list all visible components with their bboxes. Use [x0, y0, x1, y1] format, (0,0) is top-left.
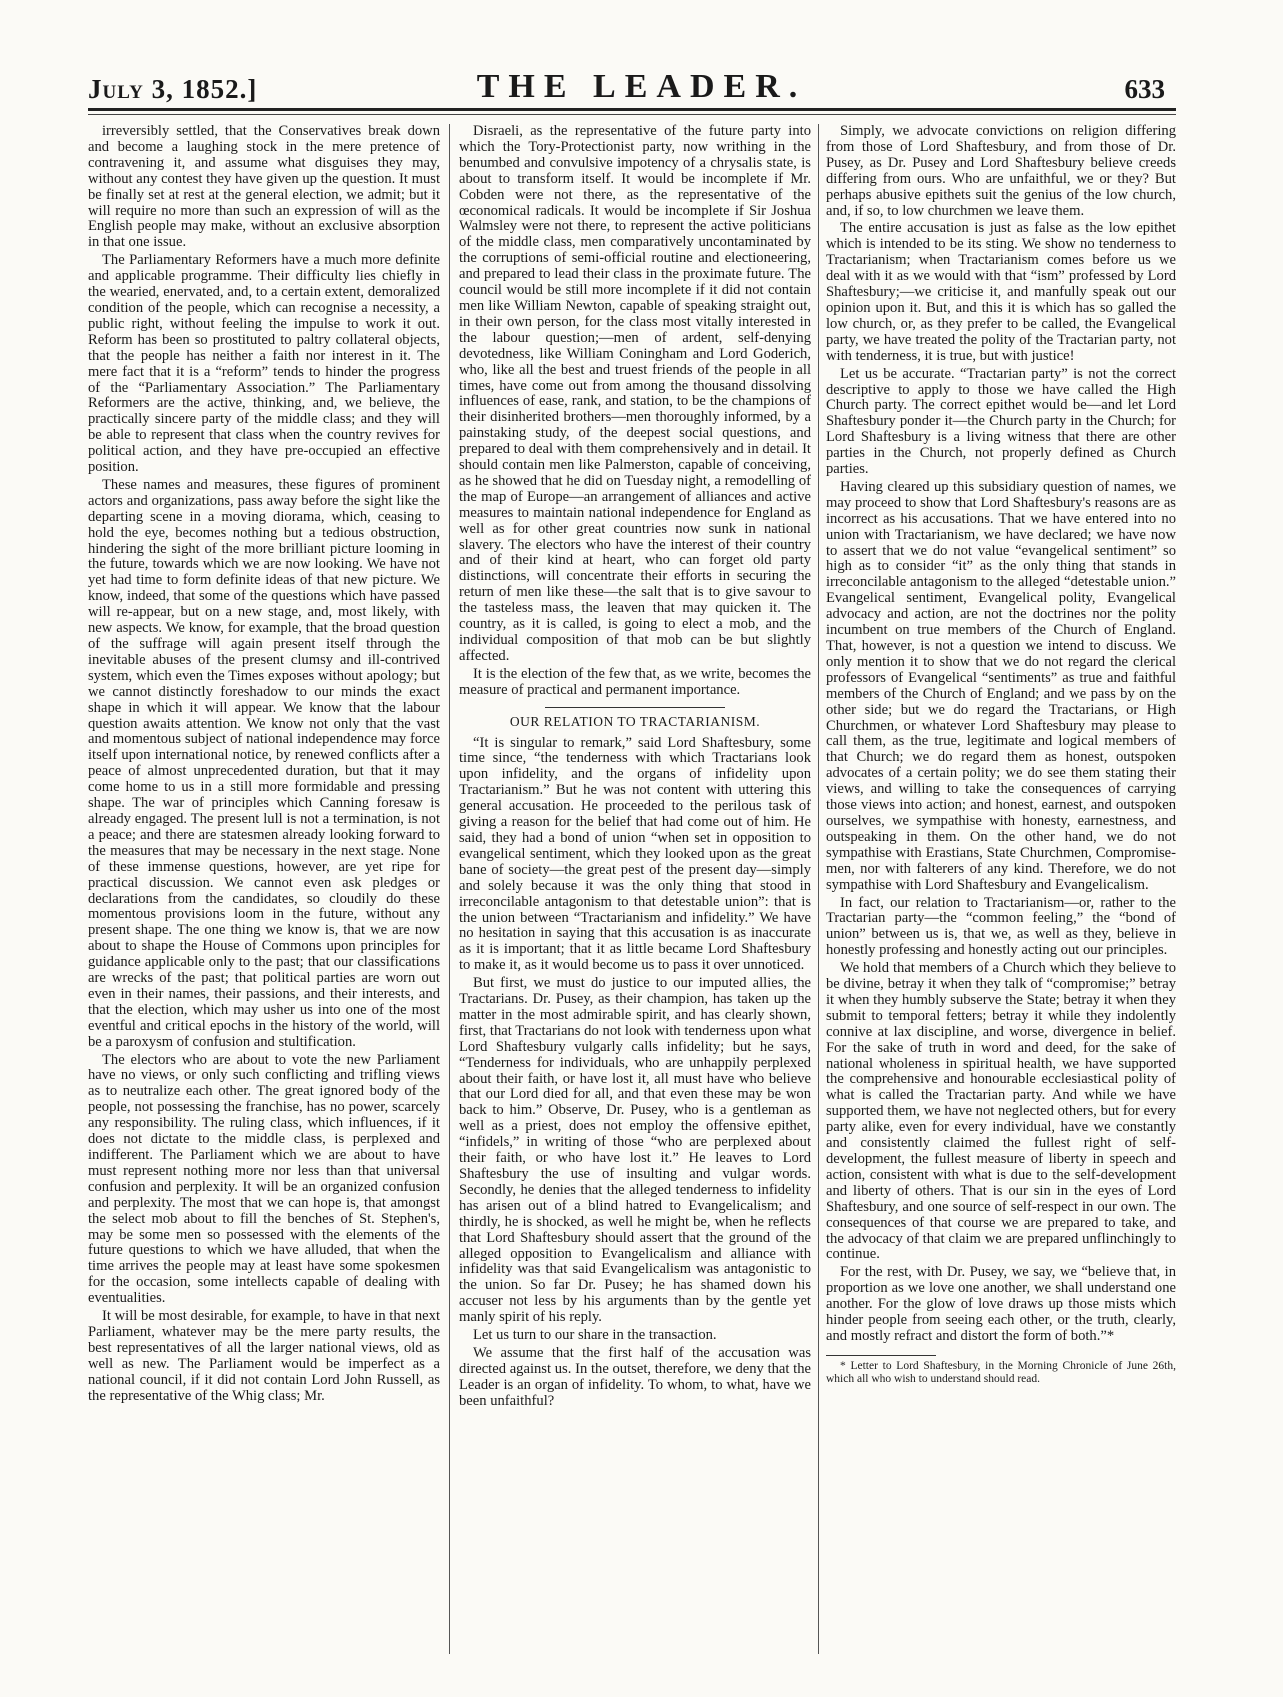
column-2 — [459, 124, 811, 1654]
paragraph: The electors who are about to vote the new Parliament have no views, or only such conflicting and trifling views as to neutralize each other. The great ignored body of the people, not possessing the franchise, has no power, scarcely any responsibility. The ruling class, which influences, if it does not dictate to the middle class, is perplexed and indifferent. The Parliament which we are about to have must represent nothing more nor less than that universal confusion and perplexity. It will be an organized confusion and perplexity. The most that we can hope is, that amongst the select mob about to fill the benches of St. Stephen's, may be some men so possessed with the elements of the future questions to which we have alluded, that when the time arrives the people may at least have some spokesmen for the occasion, some intellects capable of dealing with eventualities. — [88, 1051, 440, 1307]
paragraph: For the rest, with Dr. Pusey, we say, we “believe that, in proportion as we love one another, we shall understand one another. For the glow of love draws up those mists which hinder people from seeing each other, or the truth, clearly, and mostly refract and distort the form of both.”* — [826, 1264, 1176, 1344]
column-1 — [88, 124, 440, 1654]
paragraph: Let us turn to our share in the transaction. — [473, 1327, 717, 1344]
section-divider — [545, 707, 725, 708]
paragraph: Let us be accurate. “Tractarian party” is not the correct descriptive to apply to those we have called the High Church party. The correct epithet would be—and let Lord Shaftesbury ponder it—the Church party in the Church; for Lord Shaftesbury is a living witness that there are other parties in the Church, not properly defined as Church parties. — [826, 365, 1176, 478]
paragraph: It is the election of the few that, as we write, becomes the measure of practical and permanent importance. — [459, 665, 811, 698]
header-rule-thick — [88, 108, 1176, 111]
paragraph: irreversibly settled, that the Conservatives break down and become a laughing stock in the mere pretence of contravening it, and assume what disguises they may, without any contest they have given up the question. It must be finally set at rest at the general election, we admit; but it will require no more than such an expression of will as the English people may make, without an exclusive absorption in that one issue. — [88, 124, 440, 251]
paragraph: “It is singular to remark,” said Lord Shaftesbury, some time since, “the tenderness with which Tractarians look upon infidelity, and the organs of infidelity upon Tractarianism.” But he was not content with uttering this general accusation. He proceeded to the perilous task of giving a reason for the belief that had come out of him. He said, they had a bond of union “when set in opposition to evangelical sentiment, which they looked upon as the great bane of society—the great pest of the present day—simply and solely because it was the only thing that stood in irreconcilable antagonism to that detestable union”: that is the union between “Tractarianism and infidelity.” We have no hesitation in saying that this accusation is as inaccurate as it is important; that it as little became Lord Shaftesbury to make it, as it would become us to pass it over unnoticed. — [459, 734, 811, 974]
paragraph: It will be most desirable, for example, to have in that next Parliament, whatever may be the mere party results, the best representatives of all the larger national views, old as well as new. The Parliament would be imperfect as a national council, if it did not contain Lord John Russell, as the representative of the Whig class; Mr. — [88, 1308, 440, 1404]
page-number: 633 — [1124, 74, 1165, 104]
paragraph: The Parliamentary Reformers have a much more definite and applicable programme. Their difficulty lies chiefly in the wearied, enervated, and, to a certain extent, demoralized condition of the people, which can recognise a necessity, a public right, without feeling the impulse to work it out. Reform has been so prostituted to paltry collateral objects, that the people has neither a faith nor interest in it. The mere fact that it is a “reform” tends to hinder the progress of the “Parliamentary Association.” The Parliamentary Reformers are the active, thinking, and, we believe, the practically sincere party of the middle class; and they will be able to represent that class when the country revives for political action, and they have pre-occupied an effective position. — [88, 252, 440, 476]
section-heading: OUR RELATION TO TRACTARIANISM. — [509, 713, 761, 729]
paragraph: We hold that members of a Church which they believe to be divine, betray it when they talk of “compromise;” betray it when they humbly subserve the State; betray it when they submit to temporal fetters; betray it while they indolently connive at lax discipline, and worse, divergence in belief. For the sake of truth in word and deed, for the sake of national wholeness in spiritual health, we have supported the comprehensive and honourable ecclesiastical polity of what is called the Tractarian party. And while we have supported them, we have not neglected others, but for every party alike, even for every individual, have we constantly and consistently claimed the fullest right of self-development, the fullest measure of liberty in speech and action, consistent with what is due to the self-development and liberty of others. That is our sin in the eyes of Lord Shaftesbury, and one source of self-respect in our own. The consequences of that course we are prepared to take, and the advocacy of that claim we are prepared unflinchingly to continue. — [826, 960, 1176, 1263]
header-date: July 3, 1852.] — [88, 74, 258, 104]
paragraph: Having cleared up this subsidiary question of names, we may proceed to show that Lord Shaftesbury's reasons are as incorrect as his accusations. That we have entered into no union with Tractarianism, we have declared; we have now to assert that we do not value “evangelical sentiment” so high as to consider “it” as the only thing that stands in irreconcilable antagonism to the alleged “detestable union.” Evangelical sentiment, Evangelical polity, Evangelical advocacy and action, are not the doctrines nor the polity incumbent on true members of the Church of England. That, however, is not a question we intend to discuss. We only mention it to show that we do not regard the clerical professors of Evangelical “sentiments” as true and faithful members of the Church of England; and we pass by on the other side; but we do regard the Tractarians, or High Churchmen, or whatever Lord Shaftesbury may please to call them, as the true, legitimate and logical members of that Church; we do regard them as honest, outspoken advocates of a certain polity; we do see them stating their views, and willing to take the consequences of carrying those views into action; and honest, earnest, and outspoken ourselves, we sympathise with honesty, earnestness, and outspeaking in them. On the other hand, we do not sympathise with Erastians, State Churchmen, Compromise-men, nor with falterers of any kind. Therefore, we do not sympathise with Lord Shaftesbury and Evangelicalism. — [826, 478, 1176, 893]
paragraph: Disraeli, as the representative of the future party into which the Tory-Protectionist party, now writhing in the benumbed and convulsive impotency of a chrysalis state, is about to transform itself. It would be incomplete if Mr. Cobden were not there, as the representative of the œconomical radicals. It would be incomplete if Sir Joshua Walmsley were not there, to represent the active politicians of the middle class, men comparatively uncontaminated by the corruptions of semi-official routine and electioneering, and prepared to lead their class in the proximate future. The council would be still more incomplete if it did not contain men like William Newton, capable of speaking straight out, in their own person, for the class most vitally interested in the labour question;—men of ardent, self-denying devotedness, like William Coningham and Lord Goderich, who, like all the best and truest friends of the people in all times, have come out from among the thousand dissolving influences of ease, rank, and station, to be the champions of their disinherited brothers—men thoroughly informed, by a painstaking study, of the deepest social questions, and prepared to deal with them comprehensively and in detail. It should contain men like Palmerston, capable of conceiving, as he showed that he did on Tuesday night, a remodelling of the map of Europe—an arrangement of alliances and active measures to maintain national independence for England as well as for other great countries now sunk in national slavery. The electors who have the interest of their country and of their kind at heart, who can forget old party distinctions, will concentrate their efforts in securing the return of men like these—the salt that is to give savour to the tasteless mass, the leaven that may quicken it. The country, as it is called, is going to elect a mob, and the individual composition of that mob can be but slightly affected. — [459, 124, 811, 664]
page-header — [0, 0, 1283, 112]
footnote-rule — [826, 1355, 936, 1356]
column-divider — [449, 124, 450, 1654]
paragraph: But first, we must do justice to our imputed allies, the Tractarians. Dr. Pusey, as their champion, has taken up the matter in the most admirable spirit, and has clearly shown, first, that Tractarians do not look with tenderness upon what Lord Shaftesbury vulgarly calls infidelity; but he says, “Tenderness for individuals, who are unhappily perplexed about their faith, or have lost it, all must have who believe that our Lord died for all, and that even these may be won back to him.” Observe, Dr. Pusey, who is a gentleman as well as a priest, does not employ the offensive epithet, “infidels,” in writing of those “who are perplexed about their faith, or who have lost it.” He leaves to Lord Shaftesbury the use of insulting and vulgar words. Secondly, he denies that the alleged tenderness to infidelity has arisen out of a blind hatred to Evangelicalism; and thirdly, he is shocked, as well he might be, when he reflects that Lord Shaftesbury should assert that the ground of the alleged opposition to Evangelicalism and alliance with infidelity was that said Evangelicalism was antagonistic to the union. So far Dr. Pusey; he has shamed down his accuser not less by his arguments than by the gentle yet manly spirit of his reply. — [459, 975, 811, 1326]
masthead-title: THE LEADER. — [476, 68, 807, 105]
footnote: * Letter to Lord Shaftesbury, in the Morning Chronicle of June 26th, which all who wish to understand should read. — [826, 1359, 1176, 1385]
paragraph: The entire accusation is just as false as the low epithet which is intended to be its sting. We show no tenderness to Tractarianism; when Tractarianism comes before us we deal with it as we would with that “ism” professed by Lord Shaftesbury;—we criticise it, and manfully speak out our opinion upon it. But, and this it is which has so galled the low church, or, as they prefer to be called, the Evangelical party, we have treated the polity of the Tractarian party, not with tenderness, it is true, but with justice! — [826, 220, 1176, 364]
column-divider — [818, 124, 819, 1654]
paragraph: We assume that the first half of the accusation was directed against us. In the outset, therefore, we deny that the Leader is an organ of infidelity. To whom, to what, have we been unfaithful? — [459, 1344, 811, 1409]
column-3 — [826, 124, 1176, 1654]
paragraph: These names and measures, these figures of prominent actors and organizations, pass away before the sight like the departing scene in a moving diorama, which, ceasing to hold the eye, becomes nothing but a tedious obstruction, hindering the sight of the more brilliant picture looming in the future, towards which we are now looking. We have not yet had time to form definite ideas of that new picture. We know, indeed, that some of the questions which have passed will re-appear, but on a new stage, and, most likely, with new aspects. We know, for example, that the broad question of the suffrage will again present itself through the inevitable abuses of the present clumsy and ill-contrived system, which even the Times exposes without apology; but we cannot distinctly foreshadow to our minds the exact shape in which it will appear. We know that the labour question awaits attention. We know not only that the vast and momentous subject of national independence may force itself upon international notice, by renewed conflicts after a peace of almost unprecedented duration, but that it may come home to us in a still more formidable and pressing shape. The war of principles which Canning foresaw is already engaged. The present lull is not a termination, is not a peace; and there are statesmen already looking forward to the measures that may be necessary in the next stage. None of these immense questions, however, are yet ripe for practical discussion. We cannot even ask pledges or declarations from the candidates, so cloudily do these momentous provisions loom in the future, without any present shape. The one thing we know is, that we are now about to shape the House of Commons upon principles for guidance applicable only to the past; that our classifications are wrecks of the past; that political parties are worn out even in their names, their passions, and their interests, and that the election, which may usher us into one of the most eventful and critical epochs in the history of the world, will be a paroxysm of confusion and stultification. — [88, 476, 440, 1050]
header-rule-thin — [88, 114, 1176, 115]
paragraph: Simply, we advocate convictions on religion differing from those of Lord Shaftesbury, and from those of Dr. Pusey, as Dr. Pusey and Lord Shaftesbury believe creeds differing from ours. Who are unfaithful, we or they? But perhaps abusive epithets suit the genius of the low church, and, if so, to low churchmen we leave them. — [826, 124, 1176, 219]
paragraph: In fact, our relation to Tractarianism—or, rather to the Tractarian party—the “common feeling,” the “bond of union” between us is, that we, as well as they, believe in honestly professing and honestly acting out our principles. — [826, 894, 1176, 959]
